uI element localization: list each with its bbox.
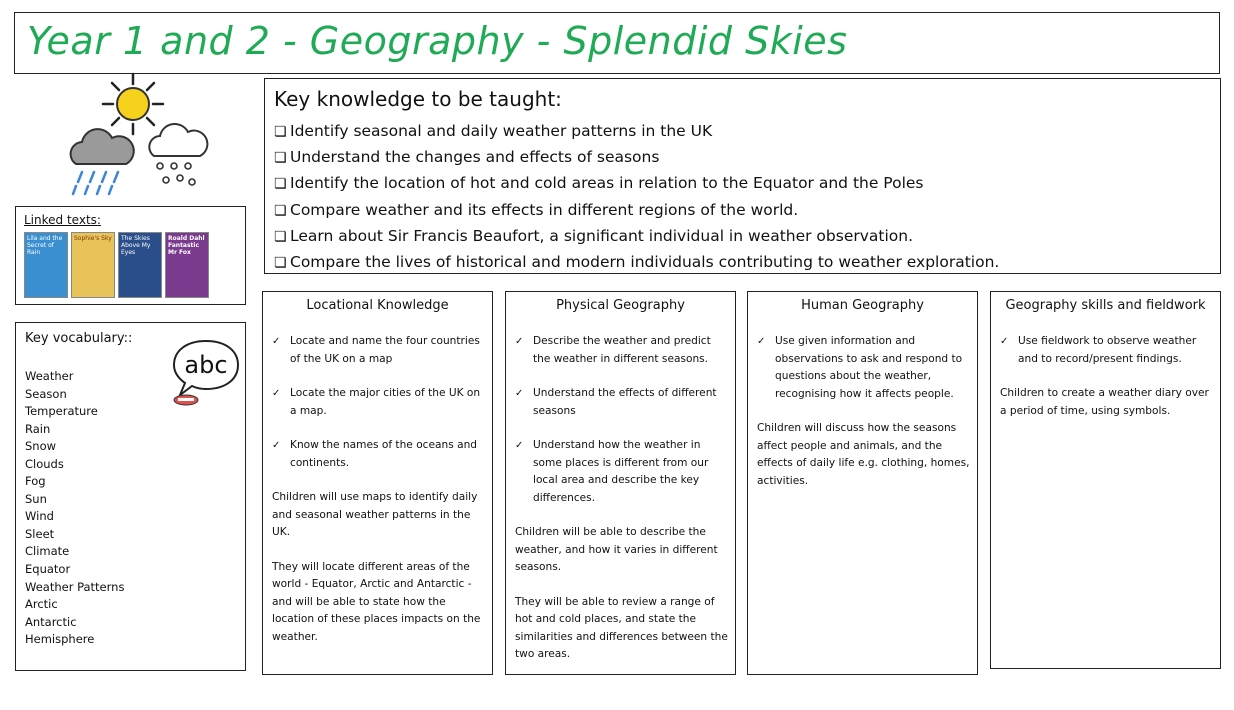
book-cover: Sophie's Sky [71, 232, 115, 298]
list-item: ❏ Understand the changes and effects of seasons [274, 145, 999, 171]
list-item: Weather Patterns [25, 579, 125, 594]
key-knowledge-panel [264, 78, 1221, 274]
column-paragraph: They will locate different areas of the world - Equator, Arctic and Antarctic - and will be able to state how the location of these places impacts on the weather. [272, 560, 481, 643]
column-body [1000, 333, 1214, 437]
skills-fieldwork-panel [990, 291, 1221, 669]
linked-texts-panel [15, 206, 246, 305]
column-paragraph: Children will use maps to identify daily and seasonal weather patterns in the UK. [272, 491, 478, 538]
sun-icon [103, 74, 163, 134]
list-item: ❏ Compare weather and its effects in different regions of the world. [274, 198, 999, 224]
list-item: ✓ Locate the major cities of the UK on a map. [272, 385, 486, 420]
list-item: ✓ Understand the effects of different seasons [515, 385, 729, 420]
speech-bubble-icon [172, 337, 240, 407]
list-item: Clouds [25, 456, 64, 471]
column-body [515, 333, 729, 681]
list-item: Weather [25, 369, 74, 383]
vocabulary-panel [15, 322, 246, 671]
vocabulary-heading: Key vocabulary:: [25, 331, 133, 346]
book-cover: Roald Dahl Fantastic Mr Fox [165, 232, 209, 298]
list-item: ✓ Locate and name the four countries of the UK on a map [272, 333, 486, 368]
title-banner [14, 12, 1220, 74]
list-item: Hemisphere [25, 632, 95, 647]
mouth-icon [174, 395, 198, 405]
list-item: ❏ Learn about Sir Francis Beaufort, a significant individual in weather observation. [274, 224, 999, 250]
column-title: Geography skills and fieldwork [1005, 298, 1206, 313]
column-title: Physical Geography [556, 298, 685, 313]
weather-icon [62, 72, 212, 197]
list-item: ❏ Identify seasonal and daily weather patterns in the UK [274, 119, 999, 145]
key-knowledge-list [274, 119, 999, 276]
column-title: Human Geography [801, 298, 924, 313]
column-paragraph: Children will be able to describe the weather, and how it varies in different seasons. [515, 526, 718, 573]
list-item: ✓ Use given information and observations to ask and respond to questions about the weather, recognising how it affects people. [757, 333, 971, 403]
list-item: Sun [25, 491, 47, 506]
list-item: ✓ Use fieldwork to observe weather and to record/present findings. [1000, 333, 1214, 368]
column-paragraph: Children to create a weather diary over a period of time, using symbols. [1000, 387, 1209, 417]
list-item: ❏ Compare the lives of historical and modern individuals contributing to weather exploration. [274, 250, 999, 276]
page-title: Year 1 and 2 - Geography - Splendid Skies [27, 19, 848, 63]
column-paragraph: Children will discuss how the seasons affect people and animals, and the effects of daily life e.g. clothing, homes, activities. [757, 422, 970, 487]
key-knowledge-heading: Key knowledge to be taught: [274, 87, 562, 111]
locational-knowledge-panel [262, 291, 493, 675]
list-item: ✓ Describe the weather and predict the weather in different seasons. [515, 333, 729, 368]
list-item: Wind [25, 509, 54, 524]
list-item: Season [25, 386, 67, 401]
column-paragraph: They will be able to review a range of hot and cold places, and state the similarities and differences between the two areas. [515, 595, 728, 660]
physical-geography-panel [505, 291, 736, 675]
list-item: Arctic [25, 597, 58, 612]
list-item: Sleet [25, 526, 55, 541]
list-item: ✓ Know the names of the oceans and continents. [272, 437, 486, 472]
list-item: Equator [25, 562, 71, 577]
column-title: Locational Knowledge [306, 298, 449, 313]
column-body [272, 333, 486, 663]
list-item: Snow [25, 439, 57, 454]
book-cover: The Skies Above My Eyes [118, 232, 162, 298]
snow-cloud-icon [149, 124, 207, 185]
linked-texts-label: Linked texts: [24, 213, 101, 227]
rain-cloud-icon [71, 129, 134, 194]
vocabulary-list [25, 368, 124, 649]
list-item: Climate [25, 544, 70, 559]
book-cover: Lila and the Secret of Rain [24, 232, 68, 298]
list-item: Temperature [25, 404, 98, 419]
column-body [757, 333, 971, 507]
list-item: Fog [25, 474, 46, 489]
bubble-text: abc [184, 351, 228, 379]
list-item: Antarctic [25, 614, 77, 629]
list-item: ❏ Identify the location of hot and cold areas in relation to the Equator and the Poles [274, 171, 999, 197]
human-geography-panel [747, 291, 978, 675]
list-item: ✓ Understand how the weather in some places is different from our local area and describe the key differences. [515, 437, 729, 507]
list-item: Rain [25, 421, 51, 436]
